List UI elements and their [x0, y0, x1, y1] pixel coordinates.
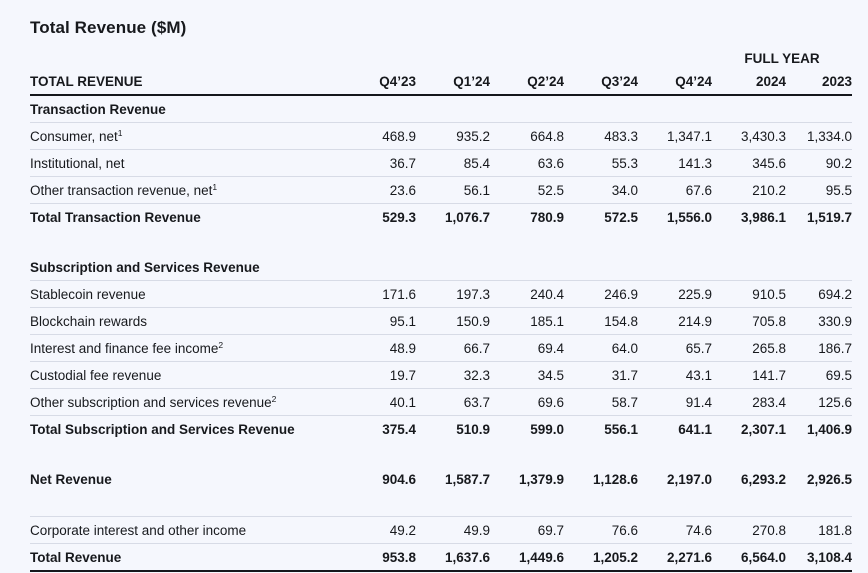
value-cell: 69.7	[490, 517, 564, 544]
value-cell: 34.0	[564, 177, 638, 204]
value-cell: 910.5	[712, 281, 786, 308]
value-cell: 599.0	[530, 421, 564, 437]
value-cell: 2,197.0	[666, 471, 712, 487]
value-cell: 66.7	[416, 335, 490, 362]
value-cell: 2,926.5	[806, 471, 853, 487]
value-cell: 76.6	[564, 517, 638, 544]
value-cell: 2,271.6	[638, 544, 712, 572]
value-cell: 330.9	[786, 308, 852, 335]
value-cell: 246.9	[564, 281, 638, 308]
column-header-fy-2024: 2024	[712, 69, 786, 95]
value-cell: 345.6	[712, 150, 786, 177]
value-cell: 705.8	[712, 308, 786, 335]
value-cell: 150.9	[416, 308, 490, 335]
value-cell: 141.3	[638, 150, 712, 177]
table-row	[30, 335, 852, 362]
value-cell: 31.7	[564, 362, 638, 389]
value-cell: 69.6	[490, 389, 564, 416]
value-cell: 55.3	[564, 150, 638, 177]
footnote-marker: 1	[117, 127, 123, 138]
footnote-marker: 2	[218, 339, 224, 350]
value-cell: 3,430.3	[712, 123, 786, 150]
value-cell: 154.8	[564, 308, 638, 335]
footnote-marker: 1	[212, 181, 218, 192]
table-row	[30, 544, 852, 572]
value-cell: 225.9	[638, 281, 712, 308]
table-row	[30, 416, 852, 443]
column-header-row	[30, 69, 852, 95]
row-label: Blockchain rewards	[30, 308, 342, 335]
table-row	[30, 123, 852, 150]
value-cell: 69.4	[490, 335, 564, 362]
table-row	[30, 466, 852, 492]
table-row	[30, 204, 852, 231]
value-cell: 64.0	[564, 335, 638, 362]
value-cell: 1,128.6	[592, 471, 638, 487]
column-header-q3-24: Q3’24	[564, 69, 638, 95]
value-cell: 780.9	[530, 209, 564, 225]
value-cell: 67.6	[638, 177, 712, 204]
value-cell: 197.3	[416, 281, 490, 308]
row-label: Consumer, net$^1$	[30, 123, 342, 150]
row-label: Net Revenue	[30, 471, 112, 487]
footnote-marker: 2	[271, 393, 277, 404]
spacer-cell	[30, 230, 852, 254]
value-cell: 240.4	[490, 281, 564, 308]
row-label: Total Subscription and Services Revenue	[30, 421, 295, 437]
revenue-table-body	[30, 95, 852, 571]
table-row	[30, 254, 852, 281]
value-cell: 510.9	[456, 421, 490, 437]
value-cell: 664.8	[490, 123, 564, 150]
value-cell: 49.2	[342, 517, 416, 544]
value-cell: 214.9	[638, 308, 712, 335]
table-row	[30, 362, 852, 389]
column-header-total-revenue: TOTAL REVENUE	[30, 69, 342, 95]
value-cell: 56.1	[416, 177, 490, 204]
value-cell: 58.7	[564, 389, 638, 416]
value-cell: 63.7	[416, 389, 490, 416]
section-label: Subscription and Services Revenue	[30, 254, 852, 281]
value-cell: 171.6	[342, 281, 416, 308]
table-row	[30, 517, 852, 544]
value-cell: 375.4	[382, 421, 416, 437]
value-cell: 95.5	[786, 177, 852, 204]
value-cell: 69.5	[786, 362, 852, 389]
value-cell: 1,556.0	[666, 209, 712, 225]
value-cell: 43.1	[638, 362, 712, 389]
table-row	[30, 177, 852, 204]
value-cell: 6,564.0	[712, 544, 786, 572]
table-row	[30, 281, 852, 308]
value-cell: 1,637.6	[416, 544, 490, 572]
value-cell: 1,449.6	[490, 544, 564, 572]
value-cell: 1,205.2	[564, 544, 638, 572]
value-cell: 19.7	[342, 362, 416, 389]
value-cell: 48.9	[342, 335, 416, 362]
row-label: Other subscription and services revenue$^2$	[30, 389, 342, 416]
value-cell: 186.7	[786, 335, 852, 362]
value-cell: 1,379.9	[518, 471, 564, 487]
full-year-header-row	[30, 48, 852, 69]
value-cell: 468.9	[342, 123, 416, 150]
value-cell: 91.4	[638, 389, 712, 416]
value-cell: 556.1	[604, 421, 638, 437]
value-cell: 1,587.7	[444, 471, 490, 487]
section-label: Transaction Revenue	[30, 95, 852, 123]
value-cell: 125.6	[786, 389, 852, 416]
column-header-q4-23: Q4’23	[342, 69, 416, 95]
value-cell: 95.1	[342, 308, 416, 335]
value-cell: 3,108.4	[786, 544, 852, 572]
column-header-q2-24: Q2’24	[490, 69, 564, 95]
table-row	[30, 308, 852, 335]
row-label: Other transaction revenue, net$^1$	[30, 177, 342, 204]
value-cell: 34.5	[490, 362, 564, 389]
row-label: Total Revenue	[30, 544, 342, 572]
value-cell: 40.1	[342, 389, 416, 416]
value-cell: 65.7	[638, 335, 712, 362]
value-cell: 23.6	[342, 177, 416, 204]
value-cell: 572.5	[604, 209, 638, 225]
row-label: Stablecoin revenue	[30, 281, 342, 308]
value-cell: 85.4	[416, 150, 490, 177]
value-cell: 1,406.9	[806, 421, 853, 437]
value-cell: 185.1	[490, 308, 564, 335]
value-cell: 953.8	[342, 544, 416, 572]
value-cell: 1,076.7	[444, 209, 490, 225]
spacer-row	[30, 230, 852, 254]
value-cell: 6,293.2	[740, 471, 786, 487]
page-title: Total Revenue ($M)	[30, 18, 187, 37]
spacer-cell	[30, 492, 852, 517]
value-cell: 283.4	[712, 389, 786, 416]
value-cell: 74.6	[638, 517, 712, 544]
value-cell: 52.5	[490, 177, 564, 204]
value-cell: 141.7	[712, 362, 786, 389]
value-cell: 1,334.0	[786, 123, 852, 150]
value-cell: 265.8	[712, 335, 786, 362]
value-cell: 90.2	[786, 150, 852, 177]
row-label: Institutional, net	[30, 150, 342, 177]
value-cell: 49.9	[416, 517, 490, 544]
row-label: Custodial fee revenue	[30, 362, 342, 389]
value-cell: 181.8	[786, 517, 852, 544]
row-label: Total Transaction Revenue	[30, 209, 201, 225]
spacer-cell	[30, 442, 852, 466]
column-header-q1-24: Q1’24	[416, 69, 490, 95]
value-cell: 36.7	[342, 150, 416, 177]
value-cell: 3,986.1	[740, 209, 786, 225]
value-cell: 694.2	[786, 281, 852, 308]
full-year-label: FULL YEAR	[744, 51, 820, 66]
column-header-q4-24: Q4’24	[638, 69, 712, 95]
value-cell: 2,307.1	[740, 421, 786, 437]
row-label: Corporate interest and other income	[30, 517, 342, 544]
value-cell: 63.6	[490, 150, 564, 177]
value-cell: 1,519.7	[806, 209, 853, 225]
revenue-table	[30, 48, 852, 572]
table-row	[30, 150, 852, 177]
value-cell: 904.6	[382, 471, 416, 487]
row-label: Interest and finance fee income$^2$	[30, 335, 342, 362]
value-cell: 935.2	[416, 123, 490, 150]
value-cell: 1,347.1	[638, 123, 712, 150]
value-cell: 210.2	[712, 177, 786, 204]
column-header-fy-2023: 2023	[786, 69, 852, 95]
value-cell: 32.3	[416, 362, 490, 389]
table-row	[30, 389, 852, 416]
value-cell: 641.1	[678, 421, 712, 437]
value-cell: 270.8	[712, 517, 786, 544]
value-cell: 529.3	[382, 209, 416, 225]
spacer-row	[30, 492, 852, 517]
full-year-spacer	[30, 48, 712, 69]
value-cell: 483.3	[564, 123, 638, 150]
spacer-row	[30, 442, 852, 466]
table-row	[30, 95, 852, 123]
